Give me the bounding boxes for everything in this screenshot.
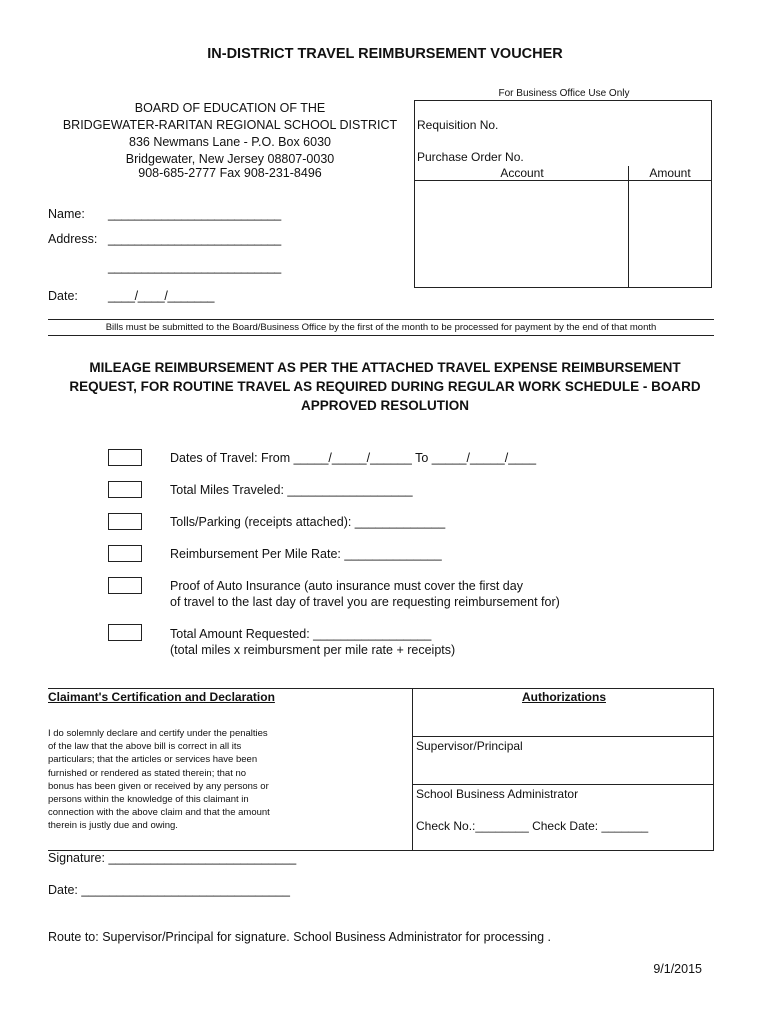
address-field-line-2[interactable]: __________________________ [108, 260, 281, 274]
mileage-heading [40, 358, 730, 415]
checklist-item-subtext: of travel to the last day of travel you are requesting reimbursement for) [170, 595, 560, 609]
route-instructions: Route to: Supervisor/Principal for signature. School Business Administrator for processing . [48, 930, 552, 944]
checkbox-per-mile-rate[interactable] [108, 545, 142, 562]
org-line-4: Bridgewater, New Jersey 08807-0030 [125, 152, 335, 166]
document-title: IN-DISTRICT TRAVEL REIMBURSEMENT VOUCHER [207, 46, 563, 62]
checklist-item-tolls [170, 514, 445, 530]
certification-line: particulars; that the articles or services have been [48, 754, 258, 766]
signature-date-field[interactable]: Date: ______________________________ [48, 883, 290, 897]
requisition-label: Requisition No. [417, 118, 499, 132]
purchase-order-label: Purchase Order No. [417, 150, 524, 164]
name-field[interactable]: __________________________ [108, 207, 281, 221]
bills-note: Bills must be submitted to the Board/Business Office by the first of the month to be processed for payment by the end of that month [105, 322, 657, 333]
certification-heading: Claimant's Certification and Declaration [48, 690, 275, 704]
checklist-item-text: Dates of Travel: From _____/_____/______ To _____/_____/____ [170, 451, 537, 465]
org-line-2: BRIDGEWATER-RARITAN REGIONAL SCHOOL DISTRICT [62, 118, 398, 132]
authorizations-heading: Authorizations [522, 690, 606, 704]
certification-line: bonus has been given or received by any persons or [48, 780, 269, 792]
checkbox-auto-insurance[interactable] [108, 577, 142, 594]
certification-divider [412, 688, 413, 851]
certification-line: connection with the above claim and that the amount [48, 807, 270, 819]
mileage-heading-line-1: MILEAGE REIMBURSEMENT AS PER THE ATTACHED TRAVEL EXPENSE REIMBURSEMENT [89, 360, 681, 375]
certification-line: furnished or rendered as stated therein; that no [48, 767, 247, 779]
certification-line: therein is justly due and owing. [48, 820, 178, 832]
org-line-1: BOARD OF EDUCATION OF THE [134, 101, 326, 115]
account-header: Account [500, 166, 544, 180]
checklist-item-miles [170, 482, 413, 498]
checklist-item-text: Total Miles Traveled: __________________ [170, 483, 413, 497]
check-number-field[interactable]: Check No.:________ Check Date: _______ [416, 819, 649, 833]
certification-line: persons within the knowledge of this claimant in [48, 794, 249, 806]
checklist-item-text: Total Amount Requested: _________________ [170, 627, 432, 641]
form-version-date: 9/1/2015 [653, 962, 702, 976]
checkbox-total-miles[interactable] [108, 481, 142, 498]
bills-rule-top [48, 319, 714, 320]
amount-header: Amount [649, 166, 691, 180]
mileage-heading-line-2: REQUEST, FOR ROUTINE TRAVEL AS REQUIRED DURING REGULAR WORK SCHEDULE - BOARD [69, 379, 701, 394]
checklist-item-subtext: (total miles x reimbursment per mile rate + receipts) [170, 643, 456, 657]
supervisor-label: Supervisor/Principal [416, 739, 523, 753]
certification-line: I do solemnly declare and certify under the penalties [48, 728, 268, 739]
business-office-note: For Business Office Use Only [498, 88, 630, 99]
mileage-heading-line-3: APPROVED RESOLUTION [300, 398, 470, 413]
checklist-item-total [170, 626, 455, 658]
org-line-3: 836 Newmans Lane - P.O. Box 6030 [129, 135, 331, 149]
checklist-item-insurance [170, 578, 560, 610]
bills-rule-bottom [48, 335, 714, 336]
signature-field[interactable]: Signature: ___________________________ [48, 851, 297, 865]
name-label: Name: [48, 207, 85, 221]
checkbox-tolls-parking[interactable] [108, 513, 142, 530]
checklist-item-text: Proof of Auto Insurance (auto insurance must cover the first day [170, 579, 523, 593]
checkbox-total-amount[interactable] [108, 624, 142, 641]
checklist-item-dates [170, 450, 536, 466]
certification-line: of the law that the above bill is correct in all its [48, 741, 242, 753]
address-label: Address: [48, 232, 98, 246]
supervisor-signature-line [412, 736, 714, 737]
checklist-item-text: Reimbursement Per Mile Rate: ______________ [170, 547, 442, 561]
date-label: Date: [48, 289, 78, 303]
address-field-line-1[interactable]: __________________________ [108, 232, 281, 246]
account-column-divider [628, 166, 629, 288]
org-line-5: 908-685-2777 Fax 908-231-8496 [138, 166, 322, 180]
certification-text [48, 727, 298, 833]
checklist-item-rate [170, 546, 442, 562]
administrator-signature-line [412, 784, 714, 785]
account-header-rule [414, 180, 712, 181]
checkbox-dates-of-travel[interactable] [108, 449, 142, 466]
checklist-item-text: Tolls/Parking (receipts attached): _____________ [170, 515, 446, 529]
date-field[interactable]: ____/____/_______ [108, 289, 215, 303]
administrator-label: School Business Administrator [416, 787, 579, 801]
